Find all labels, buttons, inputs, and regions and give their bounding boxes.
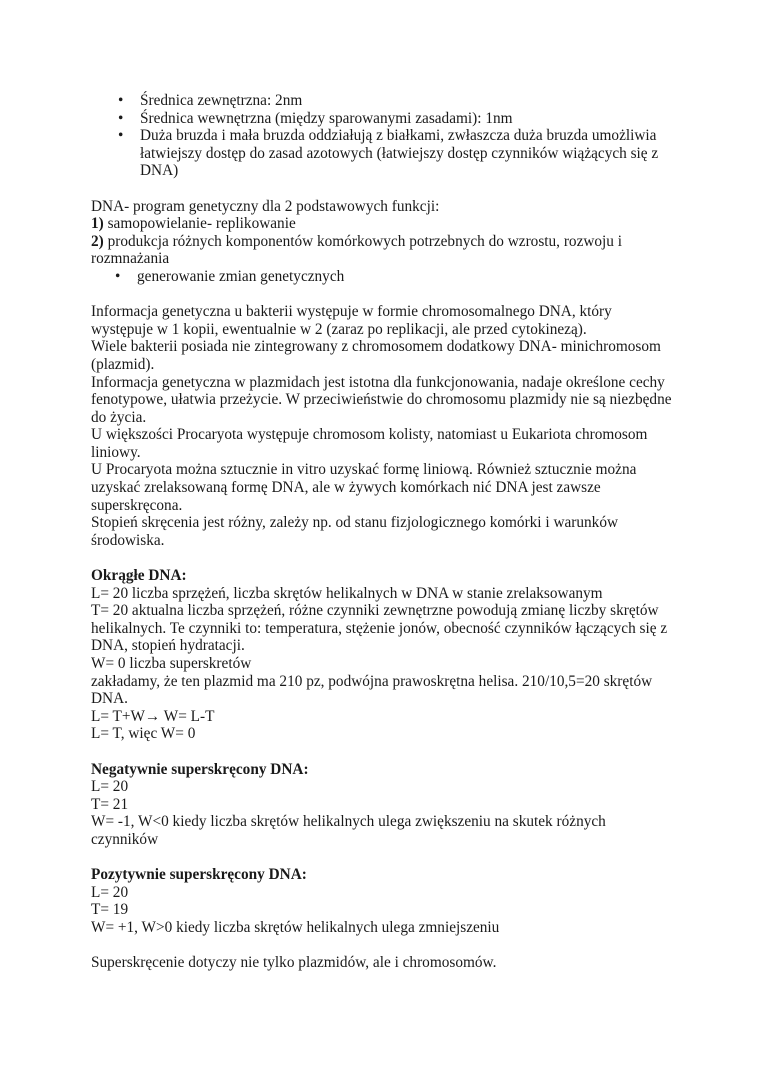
paragraph: U Procaryota można sztucznie in vitro uzyskać formę liniową. Również sztucznie można uzyskać zrelaksowaną formę DNA, ale w żywych komórkach nić DNA jest zawsze superskręcona.: [91, 461, 637, 514]
paragraph: Stopień skręcenia jest różny, zależy np. od stanu fizjologicznego komórki i warunków środowiska.: [91, 514, 619, 549]
list-item: [118, 109, 676, 128]
bullet-icon: •: [118, 92, 124, 109]
list-item-text: Duża bruzda i mała bruzda oddziałują z białkami, zwłaszcza duża bruzda umożliwia łatwiejszy dostęp do zasad azotowych (łatwiejszy dostęp czynników wiążących się z DNA): [140, 127, 659, 180]
paragraph: Informacja genetyczna w plazmidach jest istotna dla funkcjonowania, nadaje określone cechy fenotypowe, ułatwia przeżycie. W przeciwieństwie do chromosomu plazmidy nie są niezbędne do życia.: [91, 373, 672, 426]
dna-program-item-2: [91, 233, 676, 268]
section-heading: [91, 567, 676, 585]
line: L= T+W→ W= L-T: [91, 707, 215, 725]
item-number: 1): [91, 215, 104, 233]
spacer: [91, 180, 676, 198]
spacer: [91, 743, 676, 761]
heading-text: Negatywnie superskręcony DNA:: [91, 760, 309, 778]
line: L= 20 liczba sprzężeń, liczba skrętów helikalnych w DNA w stanie zrelaksowanym: [91, 584, 603, 602]
list-item-text: generowanie zmian genetycznych: [137, 267, 345, 285]
bullet-icon: •: [118, 109, 124, 127]
dna-program-item-1: [91, 215, 676, 233]
line: T= 20 aktualna liczba sprzężeń, różne czynniki zewnętrzne powodują zmianę liczby skrętów helikalnych. Te czynniki to: temperatura, stężenie jonów, obecność czynników łączących się z DNA, stopień hydratacji.: [91, 602, 668, 655]
dna-program-bullets: [91, 268, 676, 286]
closing-paragraph: Superskręcenie dotyczy nie tylko plazmidów, ale i chromosomów.: [91, 954, 497, 972]
line: T= 21: [91, 795, 129, 813]
item-number: 2): [91, 232, 104, 250]
list-item: [118, 92, 676, 110]
list-item-text: Średnica wewnętrzna (między sparowanymi zasadami): 1nm: [140, 109, 513, 127]
spacer: [91, 286, 676, 304]
item-text: produkcja różnych komponentów komórkowych potrzebnych do wzrostu, rozwoju i rozmnażania: [91, 232, 623, 268]
list-item: [115, 267, 676, 286]
line: zakładamy, że ten plazmid ma 210 pz, podwójna prawoskrętna helisa. 210/10,5=20 skrętów DNA.: [91, 672, 653, 708]
spacer: [91, 937, 676, 955]
heading-text: Okrągłe DNA:: [91, 567, 187, 585]
list-item-text: Średnica zewnętrzna: 2nm: [140, 92, 303, 109]
spacer: [91, 849, 676, 867]
line: W= +1, W>0 kiedy liczba skrętów helikalnych ulega zmniejszeniu: [91, 918, 500, 936]
bullet-icon: •: [115, 267, 121, 285]
section-heading: [91, 761, 676, 779]
line: W= 0 liczba superskretów: [91, 655, 252, 672]
line: L= 20: [91, 778, 129, 796]
line: L= T, więc W= 0: [91, 725, 196, 743]
dna-dimensions-list: [91, 92, 676, 180]
bullet-icon: •: [118, 127, 124, 145]
dna-program-intro: DNA- program genetyczny dla 2 podstawowych funkcji:: [91, 197, 440, 215]
paragraph: Wiele bakterii posiada nie zintegrowany z chromosomem dodatkowy DNA- minichromosom (plazmid).: [91, 338, 661, 373]
line: L= 20: [91, 883, 129, 901]
spacer: [91, 549, 676, 567]
paragraph: U większości Procaryota występuje chromosom kolisty, natomiast u Eukariota chromosom liniowy.: [91, 426, 648, 461]
line: W= -1, W<0 kiedy liczba skrętów helikalnych ulega zwiększeniu na skutek różnych czynników: [91, 813, 606, 848]
line: T= 19: [91, 901, 129, 919]
heading-text: Pozytywnie superskręcony DNA:: [91, 866, 307, 884]
item-text: samopowielanie- replikowanie: [103, 215, 296, 233]
section-heading: [91, 866, 676, 884]
list-item: [118, 127, 676, 180]
document-page: [91, 92, 676, 972]
paragraph: Informacja genetyczna u bakterii występuje w formie chromosomalnego DNA, który występuje w 1 kopii, ewentualnie w 2 (zaraz po replikacji, ale przed cytokinezą).: [91, 303, 612, 338]
